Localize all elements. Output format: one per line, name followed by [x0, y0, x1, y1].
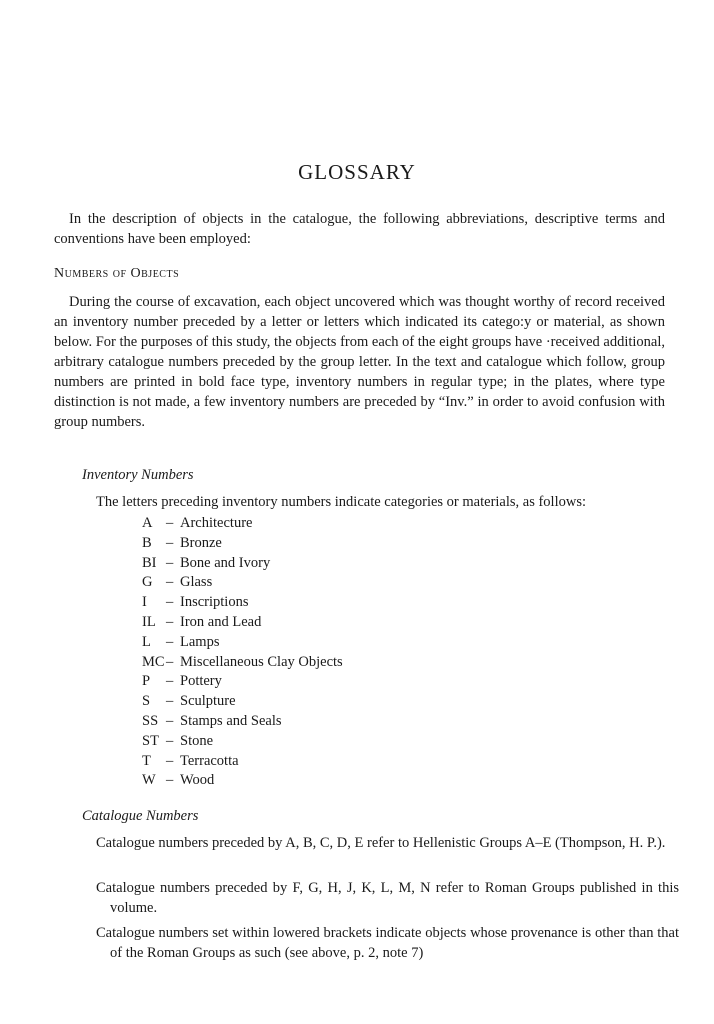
abbreviation-label: Terracotta — [180, 752, 239, 769]
abbreviation-label: Inscriptions — [180, 594, 249, 611]
abbreviation-code: IL — [142, 613, 156, 630]
inventory-abbreviation-list — [142, 514, 343, 791]
abbreviation-item — [142, 633, 343, 653]
inventory-numbers-lead: The letters preceding inventory numbers indicate categories or materials, as follows: — [96, 494, 587, 510]
abbreviation-code: MC — [142, 653, 165, 670]
abbreviation-code: B — [142, 534, 152, 551]
abbreviation-code: BI — [142, 554, 157, 571]
abbreviation-dash: – — [166, 554, 174, 571]
abbreviation-dash: – — [166, 633, 174, 650]
abbreviation-code: A — [142, 515, 153, 531]
abbreviation-item — [142, 554, 343, 574]
abbreviation-dash: – — [166, 712, 174, 729]
abbreviation-label: Wood — [180, 772, 215, 789]
abbreviation-code: G — [142, 574, 153, 591]
abbreviation-dash: – — [166, 653, 174, 670]
abbreviation-dash: – — [166, 534, 174, 551]
abbreviation-label: Lamps — [180, 633, 220, 650]
abbreviation-label: Stone — [180, 732, 214, 749]
abbreviation-label: Glass — [180, 574, 213, 591]
abbreviation-item — [142, 534, 343, 554]
abbreviation-label: Bone and Ivory — [180, 554, 271, 571]
abbreviation-dash: – — [166, 515, 174, 531]
abbreviation-dash: – — [166, 752, 174, 769]
abbreviation-item — [142, 613, 343, 633]
abbreviation-dash: – — [166, 594, 174, 611]
abbreviation-label: Architecture — [180, 515, 253, 531]
abbreviation-dash: – — [166, 673, 174, 690]
abbreviation-dash: – — [166, 693, 174, 710]
abbreviation-item — [142, 712, 343, 732]
abbreviation-dash: – — [166, 613, 174, 630]
numbers-of-objects-paragraph: During the course of excavation, each object uncovered which was thought worthy of record received an inventory number preceded by a letter or letters which indicated its catego:y or material, as shown below. For the purposes of this study, the objects from each of the eight groups have ·received additional, arbitrary catalogue numbers preceded by the group letter. In the text and catalogue which follow, group numbers are printed in bold face type, inventory numbers in regular type; in the plates, where type distinction is not made, a few inventory numbers are preceded by “Inv.” in order to avoid confusion with group numbers. — [54, 294, 665, 430]
abbreviation-code: P — [142, 673, 151, 690]
abbreviation-label: Bronze — [180, 534, 222, 551]
abbreviation-label: Stamps and Seals — [180, 712, 282, 729]
inventory-numbers-heading: Inventory Numbers — [82, 467, 194, 483]
abbreviation-item — [142, 752, 343, 772]
catalogue-entry-brackets: Catalogue numbers set within lowered brackets indicate objects whose provenance is other than that of the Roman Groups as such (see above, p. 2, note 7) — [96, 925, 679, 961]
catalogue-entry-hellenistic: Catalogue numbers preceded by A, B, C, D, E refer to Hellenistic Groups A–E (Thompson, H. P.). — [96, 835, 666, 851]
page-title: GLOSSARY — [298, 160, 416, 184]
abbreviation-label: Iron and Lead — [180, 613, 262, 630]
abbreviation-label: Pottery — [180, 673, 222, 690]
abbreviation-item — [142, 692, 343, 712]
catalogue-numbers-heading: Catalogue Numbers — [82, 808, 199, 824]
abbreviation-label: Sculpture — [180, 693, 236, 710]
abbreviation-dash: – — [166, 772, 174, 789]
abbreviation-item — [142, 573, 343, 593]
abbreviation-item — [142, 514, 343, 534]
abbreviation-item — [142, 593, 343, 613]
catalogue-entry-roman: Catalogue numbers preceded by F, G, H, J, K, L, M, N refer to Roman Groups published in this volume. — [96, 880, 679, 916]
abbreviation-item — [142, 672, 343, 692]
numbers-of-objects-heading: Numbers of Objects — [54, 266, 180, 281]
abbreviation-item — [142, 653, 343, 673]
abbreviation-dash: – — [166, 732, 174, 749]
abbreviation-item — [142, 771, 343, 791]
abbreviation-code: L — [142, 633, 151, 650]
intro-paragraph: In the description of objects in the catalogue, the following abbreviations, descriptive terms and conventions have been employed: — [54, 211, 665, 247]
abbreviation-code: I — [142, 594, 147, 611]
abbreviation-item — [142, 732, 343, 752]
abbreviation-label: Miscellaneous Clay Objects — [180, 653, 343, 670]
abbreviation-code: ST — [142, 732, 159, 749]
abbreviation-code: T — [142, 752, 151, 769]
abbreviation-code: S — [142, 693, 151, 710]
abbreviation-dash: – — [166, 574, 174, 591]
abbreviation-code: W — [142, 772, 156, 789]
abbreviation-code: SS — [142, 712, 159, 729]
